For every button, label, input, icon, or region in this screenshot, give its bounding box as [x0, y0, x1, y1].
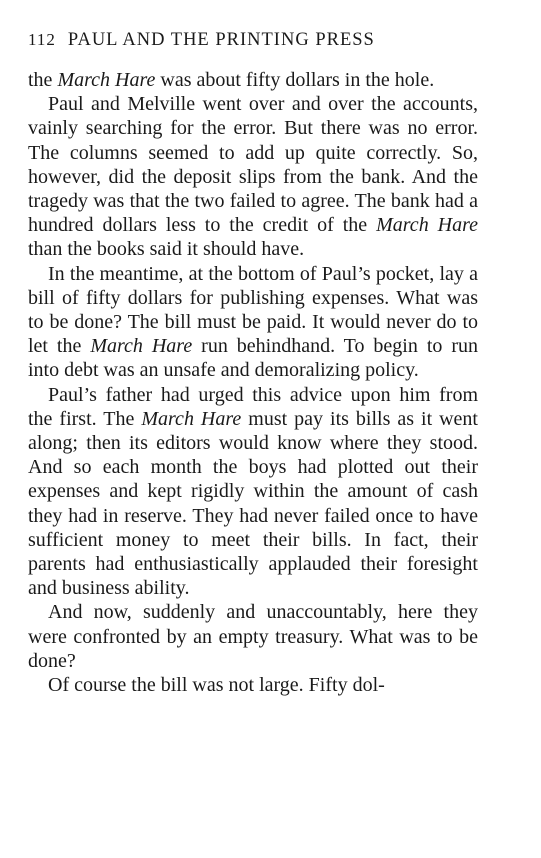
paragraph-text: Of course the bill was not large. Fifty dol-	[48, 674, 385, 697]
paragraph	[28, 92, 478, 261]
page-header	[28, 30, 478, 62]
paragraph-text: Paul’s father had urged this advice upon him from the first. The	[28, 383, 478, 430]
page-number: 112	[28, 30, 56, 49]
paragraph-text: run behindhand. To begin to run into debt was an unsafe and demoralizing policy.	[28, 335, 478, 382]
paragraph-text: Paul and Melville went over and over the accounts, vainly searching for the error. But there was no error. The columns seemed to add up quite correctly. So, however, did the deposit slips from the bank. And the tragedy was that the two failed to agree. The bank had a hundred dollars less to the credit of the	[28, 93, 478, 237]
paragraph-text: In the meantime, at the bottom of Paul’s pocket, lay a bill of fifty dollars for publishing expenses. What was to be done? The bill must be paid. It would never do to let the	[28, 262, 478, 358]
italic-title-text: March Hare	[141, 407, 242, 430]
italic-title-text: March Hare	[376, 214, 478, 237]
page-body	[28, 68, 478, 697]
paragraph	[28, 600, 478, 673]
paragraph-text: was about fifty dollars in the hole.	[155, 69, 435, 91]
paragraph	[28, 68, 478, 92]
italic-title-text: March Hare	[57, 69, 156, 91]
book-page	[28, 30, 478, 697]
paragraph-text: And now, suddenly and unaccountably, here they were confronted by an empty treasury. What was to be done?	[28, 601, 478, 672]
paragraph-text: than the books said it should have.	[28, 238, 305, 261]
paragraph	[28, 673, 478, 697]
paragraph	[28, 383, 478, 601]
paragraph-text: the	[28, 69, 58, 91]
paragraph	[28, 262, 478, 383]
paragraph-text: must pay its bills as it went along; then its editors would know where they stood. And so each month the boys had plotted out their expenses and kept rigidly within the amount of cash they had in reserve. They had never failed once to have sufficient money to meet their bills. In fact, their parents had enthusiastically applauded their foresight and business ability.	[28, 407, 478, 600]
running-head: PAUL AND THE PRINTING PRESS	[67, 30, 375, 50]
italic-title-text: March Hare	[90, 335, 193, 358]
